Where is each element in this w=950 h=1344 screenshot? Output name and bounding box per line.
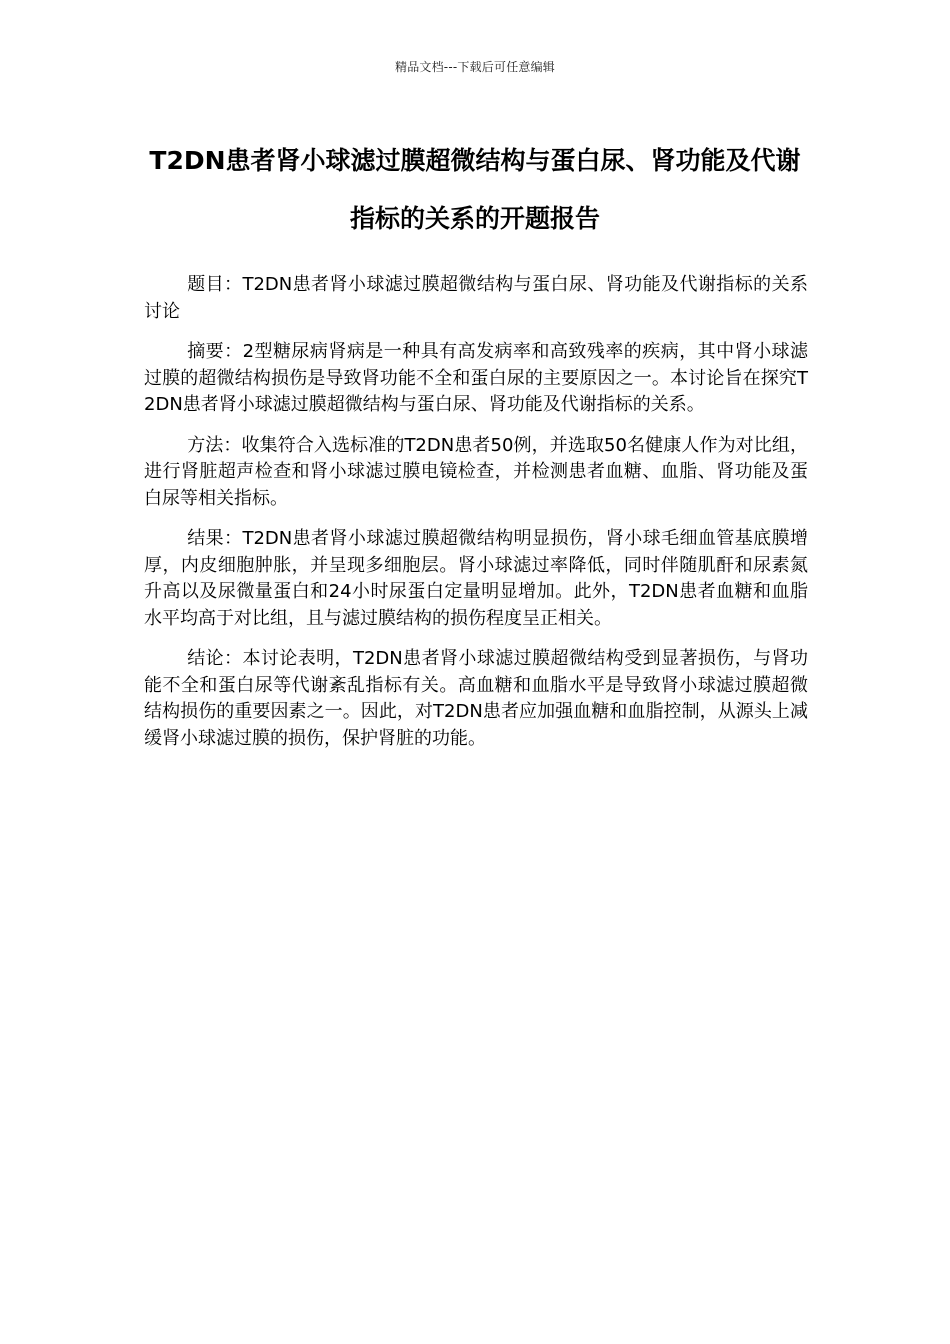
document-title: T2DN患者肾小球滤过膜超微结构与蛋白尿、肾功能及代谢指标的关系的开题报告 — [149, 146, 801, 233]
paragraph-abstract: 摘要：2型糖尿病肾病是一种具有高发病率和高致残率的疾病，其中肾小球滤过膜的超微结构损伤是导致肾功能不全和蛋白尿的主要原因之一。本讨论旨在探究T2DN患者肾小球滤过膜超微结构与蛋白尿、肾功能及代谢指标的关系。 — [144, 341, 808, 415]
paragraph-conclusion: 结论：本讨论表明，T2DN患者肾小球滤过膜超微结构受到显著损伤，与肾功能不全和蛋白尿等代谢紊乱指标有关。高血糖和血脂水平是导致肾小球滤过膜超微结构损伤的重要因素之一。因此，对T2DN患者应加强血糖和血脂控制，从源头上减缓肾小球滤过膜的损伤，保护肾脏的功能。 — [144, 648, 808, 749]
paragraph-topic: 题目：T2DN患者肾小球滤过膜超微结构与蛋白尿、肾功能及代谢指标的关系讨论 — [144, 274, 808, 322]
paragraph-methods: 方法：收集符合入选标准的T2DN患者50例，并选取50名健康人作为对比组，进行肾脏超声检查和肾小球滤过膜电镜检查，并检测患者血糖、血脂、肾功能及蛋白尿等相关指标。 — [144, 434, 808, 509]
paragraph-results: 结果：T2DN患者肾小球滤过膜超微结构明显损伤，肾小球毛细血管基底膜增厚，内皮细胞肿胀，并呈现多细胞层。肾小球滤过率降低，同时伴随肌酐和尿素氮升高以及尿微量蛋白和24小时尿蛋白定量明显增加。此外，T2DN患者血糖和血脂水平均高于对比组，且与滤过膜结构的损伤程度呈正相关。 — [144, 528, 808, 629]
header-note: 精品文档---下载后可任意编辑 — [395, 60, 555, 74]
document-body — [144, 272, 808, 766]
